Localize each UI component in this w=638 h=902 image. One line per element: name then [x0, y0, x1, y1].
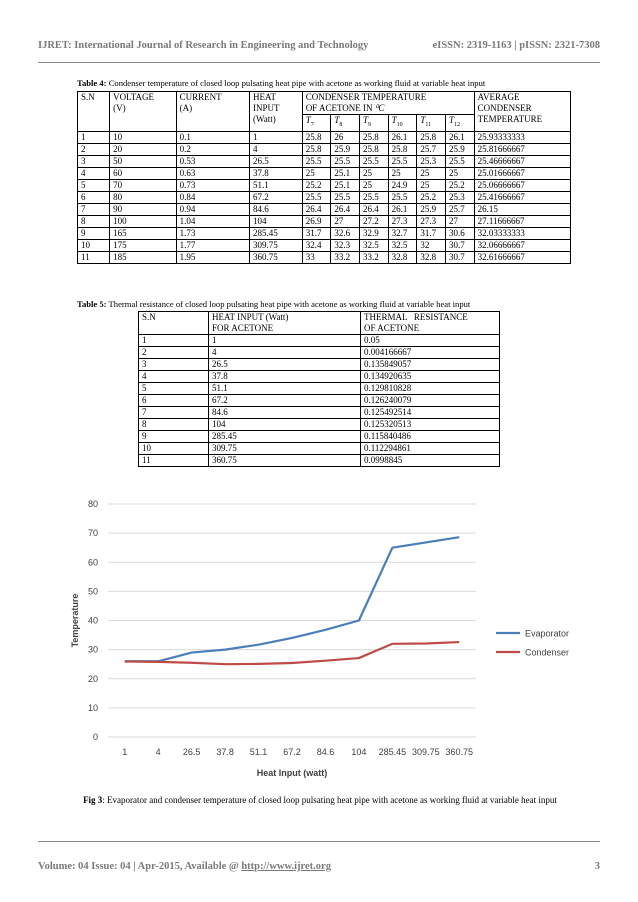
table5 — [138, 311, 500, 467]
table4-cell: 33 — [302, 251, 331, 263]
table4-cell: 0.94 — [176, 203, 249, 215]
table5-cell: 67.2 — [209, 395, 361, 407]
table4-cell: 0.84 — [176, 191, 249, 203]
table4-cell: 1 — [249, 131, 302, 143]
table5-cell: 1 — [209, 335, 361, 347]
table5-cell: 5 — [139, 383, 209, 395]
table4-row — [78, 227, 571, 239]
table4-cell: 25.1 — [331, 179, 360, 191]
table5-row — [139, 455, 500, 467]
table4-cell: 67.2 — [249, 191, 302, 203]
table4-cell: 33.2 — [331, 251, 360, 263]
table4-cell: 25.7 — [417, 143, 446, 155]
y-tick-label: 10 — [87, 702, 98, 713]
table4-cell: 25.5 — [302, 155, 331, 167]
y-tick-label: 70 — [87, 528, 98, 539]
table4-cell: 25.46666667 — [474, 155, 570, 167]
table4-cell: 26.1 — [388, 131, 417, 143]
table4 — [77, 91, 571, 264]
table4-cell: 185 — [110, 251, 176, 263]
table5-cell: 8 — [139, 419, 209, 431]
table5-row — [139, 419, 500, 431]
table4-header-condenser: CONDENSER TEMPERATURE OF ACETONE IN ⁰C — [302, 92, 474, 115]
table4-cell: 9 — [78, 227, 110, 239]
table5-cell: 0.129810828 — [361, 383, 500, 395]
table4-cell: 1 — [78, 131, 110, 143]
table4-cell: 25.9 — [417, 203, 446, 215]
table5-cell: 285.45 — [209, 431, 361, 443]
table5-cell: 4 — [139, 371, 209, 383]
table4-cell: 70 — [110, 179, 176, 191]
footer-volume: Volume: 04 Issue: 04 | Apr-2015, Available @ http://www.ijret.org — [38, 861, 331, 872]
x-tick-label: 285.45 — [378, 747, 407, 757]
journal-link[interactable]: http://www.ijret.org — [241, 861, 331, 872]
table4-cell: 27.3 — [388, 215, 417, 227]
table4-row — [78, 215, 571, 227]
table4-cell: 26.4 — [360, 203, 389, 215]
table4-cell: 27 — [445, 215, 474, 227]
table4-cell: 25 — [445, 167, 474, 179]
table4-cell: 8 — [78, 215, 110, 227]
table4-tcol-3: $T_{10}$ — [388, 115, 417, 132]
x-tick-label: 309.75 — [412, 747, 440, 757]
table5-cell: 9 — [139, 431, 209, 443]
table4-cell: 25.8 — [360, 143, 389, 155]
table4-cell: 2 — [78, 143, 110, 155]
x-tick-label: 360.75 — [445, 747, 474, 757]
table4-cell: 32.8 — [388, 251, 417, 263]
x-tick-label: 26.5 — [182, 747, 201, 757]
table4-cell: 25.2 — [445, 179, 474, 191]
y-tick-label: 80 — [87, 499, 98, 509]
table4-cell: 60 — [110, 167, 176, 179]
table5-header-resistance: THERMAL RESISTANCE OF ACETONE — [361, 312, 500, 335]
table4-cell: 26.9 — [302, 215, 331, 227]
figure-text: : Evaporator and condenser temperature of closed loop pulsating heat pipe with acetone as working fluid at variable heat input — [102, 795, 557, 805]
table4-cell: 20 — [110, 143, 176, 155]
table4-cell: 27.11666667 — [474, 215, 570, 227]
table4-cell: 25 — [302, 167, 331, 179]
table4-cell: 26.15 — [474, 203, 570, 215]
table5-row — [139, 395, 500, 407]
table4-cell: 84.6 — [249, 203, 302, 215]
table4-cell: 25 — [388, 167, 417, 179]
table4-header-current: CURRENT (A) — [176, 92, 249, 132]
table5-cell: 0.115840486 — [361, 431, 500, 443]
table4-cell: 51.1 — [249, 179, 302, 191]
figure-caption — [40, 794, 600, 806]
figure-label: Fig 3 — [83, 795, 103, 805]
temperature-chart — [68, 492, 588, 782]
table4-tcol-1: $T_8$ — [331, 115, 360, 132]
y-tick-label: 30 — [87, 644, 98, 655]
table4-cell: 1.73 — [176, 227, 249, 239]
table5-cell: 26.5 — [209, 359, 361, 371]
table4-row — [78, 155, 571, 167]
x-tick-label: 67.2 — [283, 747, 301, 757]
table4-header-average: AVERAGE CONDENSER TEMPERATURE — [474, 92, 570, 132]
table4-cell: 30.6 — [445, 227, 474, 239]
table4-cell: 25.9 — [445, 143, 474, 155]
table4-cell: 100 — [110, 215, 176, 227]
table4-caption — [77, 78, 485, 89]
table4-cell: 285.45 — [249, 227, 302, 239]
issn-text: eISSN: 2319-1163 | pISSN: 2321-7308 — [432, 40, 600, 51]
table4-cell: 26.4 — [331, 203, 360, 215]
table4-caption-label: Table 4: — [77, 78, 107, 88]
table4-cell: 1.77 — [176, 239, 249, 251]
y-axis-label: Temperature — [70, 593, 80, 648]
table4-cell: 31.7 — [302, 227, 331, 239]
table4-cell: 4 — [78, 167, 110, 179]
table4-cell: 25.9 — [331, 143, 360, 155]
table4-cell: 26.1 — [445, 131, 474, 143]
table4-cell: 25.41666667 — [474, 191, 570, 203]
table4-tcol-0: $T_7$ — [302, 115, 331, 132]
table4-cell: 25.5 — [331, 155, 360, 167]
table4-cell: 32.3 — [331, 239, 360, 251]
table5-row — [139, 407, 500, 419]
table4-cell: 32.5 — [388, 239, 417, 251]
table4-cell: 0.1 — [176, 131, 249, 143]
table4-cell: 25 — [360, 179, 389, 191]
table5-cell: 0.126240079 — [361, 395, 500, 407]
table4-cell: 26.1 — [388, 203, 417, 215]
table4-cell: 25 — [360, 167, 389, 179]
table4-cell: 175 — [110, 239, 176, 251]
table4-cell: 4 — [249, 143, 302, 155]
table5-cell: 10 — [139, 443, 209, 455]
table4-cell: 32.8 — [417, 251, 446, 263]
table4-cell: 11 — [78, 251, 110, 263]
table4-cell: 25.8 — [360, 131, 389, 143]
y-tick-label: 50 — [87, 586, 98, 597]
table4-cell: 0.2 — [176, 143, 249, 155]
table4-cell: 32.61666667 — [474, 251, 570, 263]
table5-row — [139, 371, 500, 383]
table5-header-row — [139, 312, 500, 335]
table4-cell: 25.8 — [417, 131, 446, 143]
table4-cell: 25.7 — [445, 203, 474, 215]
table4-row — [78, 191, 571, 203]
table4-cell: 32.9 — [360, 227, 389, 239]
table4-row — [78, 251, 571, 263]
table4-cell: 25.8 — [302, 131, 331, 143]
footer-divider — [38, 841, 600, 842]
table4-cell: 25.2 — [302, 179, 331, 191]
table5-cell: 3 — [139, 359, 209, 371]
table5-row — [139, 335, 500, 347]
table4-header-sn: S.N — [78, 92, 110, 132]
table4-cell: 309.75 — [249, 239, 302, 251]
table4-cell: 30.7 — [445, 239, 474, 251]
table4-cell: 32.4 — [302, 239, 331, 251]
table4-cell: 32.03333333 — [474, 227, 570, 239]
table4-cell: 6 — [78, 191, 110, 203]
table5-caption — [77, 299, 470, 310]
table5-row — [139, 431, 500, 443]
table4-row — [78, 203, 571, 215]
table4-cell: 25 — [417, 167, 446, 179]
table4-cell: 7 — [78, 203, 110, 215]
table5-cell: 6 — [139, 395, 209, 407]
table4-cell: 25.5 — [388, 191, 417, 203]
table4-cell: 25.5 — [360, 155, 389, 167]
header-divider — [38, 62, 600, 63]
table5-cell: 2 — [139, 347, 209, 359]
table4-cell: 30.7 — [445, 251, 474, 263]
table4-cell: 25.1 — [331, 167, 360, 179]
table4-cell: 25.3 — [445, 191, 474, 203]
table4-cell: 25.01666667 — [474, 167, 570, 179]
table4-cell: 31.7 — [417, 227, 446, 239]
table4-cell: 32.06666667 — [474, 239, 570, 251]
legend-label: Condenser — [525, 647, 570, 658]
table5-cell: 4 — [209, 347, 361, 359]
table4-cell: 25.5 — [331, 191, 360, 203]
table4-cell: 32.6 — [331, 227, 360, 239]
table5-cell: 11 — [139, 455, 209, 467]
table4-cell: 25.8 — [302, 143, 331, 155]
y-tick-label: 60 — [87, 557, 98, 568]
page-number: 3 — [594, 861, 600, 872]
table4-cell: 26 — [331, 131, 360, 143]
x-tick-label: 84.6 — [316, 747, 335, 757]
x-tick-label: 37.8 — [216, 747, 234, 757]
table4-cell: 25.06666667 — [474, 179, 570, 191]
table4-cell: 25 — [417, 179, 446, 191]
table5-row — [139, 443, 500, 455]
table4-cell: 37.8 — [249, 167, 302, 179]
table4-cell: 80 — [110, 191, 176, 203]
table4-cell: 25.3 — [417, 155, 446, 167]
table5-row — [139, 359, 500, 371]
table5-cell: 37.8 — [209, 371, 361, 383]
table4-cell: 3 — [78, 155, 110, 167]
table4-cell: 26.5 — [249, 155, 302, 167]
table4-cell: 90 — [110, 203, 176, 215]
table5-cell: 0.05 — [361, 335, 500, 347]
y-tick-label: 20 — [87, 673, 98, 684]
table4-cell: 27 — [331, 215, 360, 227]
x-tick-label: 104 — [351, 747, 367, 757]
table4-header-heat: HEAT INPUT (Watt) — [249, 92, 302, 132]
table4-cell: 25.2 — [417, 191, 446, 203]
table4-cell: 104 — [249, 215, 302, 227]
table4-cell: 24.9 — [388, 179, 417, 191]
journal-title: IJRET: International Journal of Research in Engineering and Technology — [38, 40, 369, 51]
table4-cell: 32.5 — [360, 239, 389, 251]
legend-label: Evaporator — [525, 628, 570, 639]
table4-cell: 10 — [78, 239, 110, 251]
table5-cell: 0.135849057 — [361, 359, 500, 371]
table5-cell: 360.75 — [209, 455, 361, 467]
table4-cell: 25.5 — [360, 191, 389, 203]
table5-cell: 84.6 — [209, 407, 361, 419]
table5-row — [139, 347, 500, 359]
table4-caption-text: Condenser temperature of closed loop pulsating heat pipe with acetone as working fluid at variable heat input — [108, 78, 486, 88]
table5-cell: 0.0998845 — [361, 455, 500, 467]
table4-cell: 25.93333333 — [474, 131, 570, 143]
table4-header-row — [78, 92, 571, 115]
table5-cell: 309.75 — [209, 443, 361, 455]
table5-cell: 1 — [139, 335, 209, 347]
table4-cell: 50 — [110, 155, 176, 167]
table5-cell: 51.1 — [209, 383, 361, 395]
table4-cell: 25.81666667 — [474, 143, 570, 155]
table4-cell: 360.75 — [249, 251, 302, 263]
table4-tcol-4: $T_{11}$ — [417, 115, 446, 132]
table4-row — [78, 239, 571, 251]
table4-cell: 0.53 — [176, 155, 249, 167]
x-axis-label: Heat Input (watt) — [256, 768, 328, 778]
x-tick-label: 4 — [155, 747, 161, 757]
table4-cell: 1.04 — [176, 215, 249, 227]
table4-cell: 33.2 — [360, 251, 389, 263]
table4-cell: 10 — [110, 131, 176, 143]
table4-cell: 26.4 — [302, 203, 331, 215]
table4-cell: 25.8 — [388, 143, 417, 155]
table5-cell: 0.125492514 — [361, 407, 500, 419]
x-tick-label: 51.1 — [249, 747, 268, 757]
table4-cell: 27.3 — [417, 215, 446, 227]
table5-header-sn: S.N — [139, 312, 209, 335]
table4-cell: 25.5 — [388, 155, 417, 167]
table5-cell: 104 — [209, 419, 361, 431]
table4-cell: 0.73 — [176, 179, 249, 191]
y-tick-label: 0 — [92, 732, 98, 742]
y-tick-label: 40 — [87, 615, 98, 626]
table4-row — [78, 143, 571, 155]
table4-row — [78, 167, 571, 179]
table4-cell: 0.63 — [176, 167, 249, 179]
table5-header-heat: HEAT INPUT (Watt) FOR ACETONE — [209, 312, 361, 335]
table4-cell: 5 — [78, 179, 110, 191]
series-line-condenser — [125, 642, 460, 664]
table4-cell: 32 — [417, 239, 446, 251]
table4-tcol-5: $T_{12}$ — [445, 115, 474, 132]
table5-caption-text: Thermal resistance of closed loop pulsating heat pipe with acetone as working fluid at variable heat input — [108, 299, 471, 309]
x-tick-label: 1 — [122, 747, 128, 757]
table4-cell: 25.5 — [445, 155, 474, 167]
table5-cell: 7 — [139, 407, 209, 419]
table4-header-voltage: VOLTAGE (V) — [110, 92, 176, 132]
table4-row — [78, 179, 571, 191]
table5-cell: 0.134920635 — [361, 371, 500, 383]
table4-cell: 1.95 — [176, 251, 249, 263]
table5-cell: 0.112294861 — [361, 443, 500, 455]
table4-tcol-2: $T_9$ — [360, 115, 389, 132]
table5-cell: 0.004166667 — [361, 347, 500, 359]
table4-row — [78, 131, 571, 143]
table4-cell: 165 — [110, 227, 176, 239]
table5-caption-label: Table 5: — [77, 299, 107, 309]
table4-cell: 32.7 — [388, 227, 417, 239]
table5-cell: 0.125320513 — [361, 419, 500, 431]
table4-cell: 27.2 — [360, 215, 389, 227]
table4-cell: 25.5 — [302, 191, 331, 203]
table5-row — [139, 383, 500, 395]
